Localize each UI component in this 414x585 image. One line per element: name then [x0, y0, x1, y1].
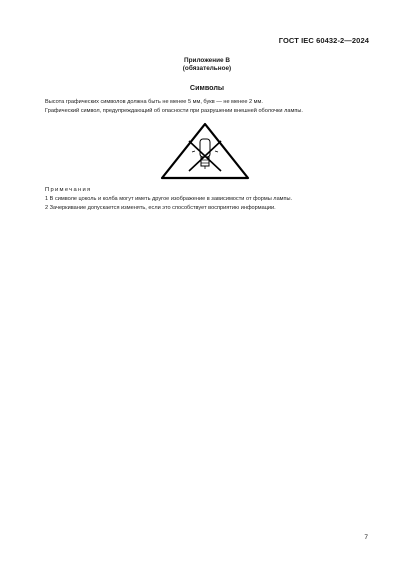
page-number: 7: [364, 534, 368, 541]
appendix-status: (обязательное): [182, 65, 232, 72]
note-item: 2 Зачеркивание допускается изменять, если это способствует восприятию информации.: [45, 205, 276, 211]
appendix-title: Приложение В: [184, 57, 230, 64]
lamp-breakage-warning-icon: [159, 122, 251, 180]
notes-label: Примечания: [45, 187, 92, 193]
paragraph-symbol-description: Графический символ, предупреждающий об опасности при разрушении внешней оболочки лампы.: [45, 108, 303, 114]
note-item: 1 В символе цоколь и колба могут иметь другое изображение в зависимости от формы лампы.: [45, 196, 293, 202]
paragraph-symbol-height: Высота графических символов должна быть не менее 5 мм, букв — не менее 2 мм.: [45, 99, 263, 105]
section-heading: Символы: [189, 83, 225, 92]
standard-number: ГОСТ IEC 60432-2—2024: [278, 36, 369, 45]
